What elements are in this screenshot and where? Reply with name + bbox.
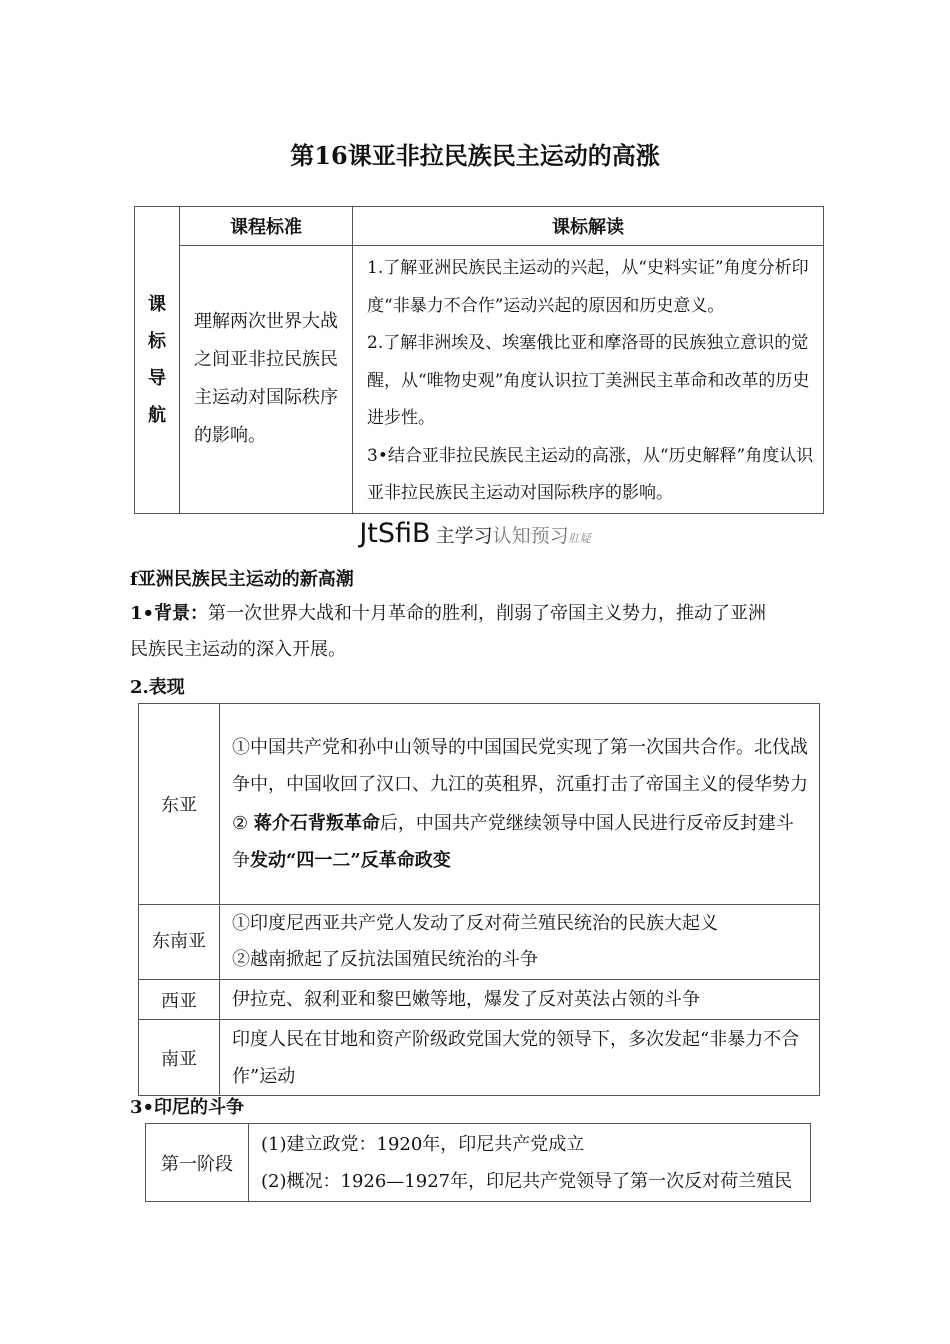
interpretation-cell: [353, 246, 824, 514]
region-name: 西亚: [139, 980, 220, 1020]
background-label: 1•背景：: [130, 603, 209, 624]
item-text: 后，中国共产党继续领导中国人民进行反帝反封建斗争: [232, 813, 794, 871]
region-content: [220, 704, 820, 905]
region-content: [220, 1020, 820, 1096]
region-name: 南亚: [139, 1020, 220, 1096]
region-item: 印度人民在甘地和资产阶级政党国大党的领导下，多次发起“非暴力不合作”运动: [232, 1028, 800, 1087]
item-emphasis-2: 发动“四一二”反革命政变: [250, 850, 451, 871]
stage-content: [249, 1124, 811, 1202]
stage-name: 第一阶段: [146, 1124, 249, 1202]
background-line-2: 民族民主运动的深入开展。: [130, 639, 346, 660]
region-name: 东南亚: [139, 905, 220, 980]
region-item: 伊拉克、叙利亚和黎巴嫩等地，爆发了反对英法占领的斗争: [232, 989, 700, 1010]
curriculum-standard-table: [134, 206, 824, 514]
region-item: ①印度尼西亚共产党人发动了反对荷兰殖民统治的民族大起义: [232, 913, 718, 934]
interpretation-item: 1.了解亚洲民族民主运动的兴起，从“史料实证”角度分析印度“非暴力不合作”运动兴起的原因和历史意义。: [367, 258, 809, 316]
region-item: ①中国共产党和孙中山领导的中国国民党实现了第一次国共合作。北伐战争中，中国收回了汉口、九江的英租界，沉重打击了帝国主义的侵华势力: [232, 737, 808, 795]
page-title: 第16课亚非拉民族民主运动的高涨: [290, 141, 660, 170]
indonesia-table: [145, 1123, 811, 1202]
region-item: ②越南掀起了反抗法国殖民统治的斗争: [232, 949, 538, 970]
background-line: [130, 596, 766, 632]
header-interpretation: 课标解读: [353, 207, 824, 246]
background-text: 第一次世界大战和十月革命的胜利，削弱了帝国主义势力，推动了亚洲: [208, 603, 767, 624]
region-name: 东亚: [139, 704, 220, 905]
performance-label: 2.表现: [130, 677, 185, 698]
regions-table: [138, 703, 820, 1096]
item-emphasis: 蒋介石背叛革命: [253, 813, 380, 834]
stage-item: (1)建立政党：1920年，印尼共产党成立: [261, 1133, 585, 1155]
side-char: 课: [148, 293, 166, 315]
header-standard: 课程标准: [180, 207, 353, 246]
region-item: [232, 805, 811, 879]
banner-part4: 肛疑: [568, 532, 591, 545]
banner-part3: 认知预习: [492, 525, 569, 547]
section-heading-3: 3•印尼的斗争: [130, 1097, 245, 1118]
side-char: 航: [148, 404, 166, 426]
section-banner: [0, 518, 950, 549]
banner-part1: JtSfiB: [359, 518, 431, 549]
standard-text: 理解两次世界大战之间亚非拉民族民主运动对国际秩序的影响。: [180, 246, 353, 514]
section-heading: f亚洲民族民主运动的新高潮: [130, 569, 354, 590]
region-content: [220, 905, 820, 980]
interpretation-item: 3•结合亚非拉民族民主运动的高涨，从“历史解释”角度认识亚非拉民族民主运动对国际秩序的影响。: [367, 445, 814, 503]
item-prefix: ②: [232, 813, 254, 834]
stage-item: (2)概况：1926—1927年，印尼共产党领导了第一次反对荷兰殖民: [261, 1170, 793, 1192]
interpretation-item: 2.了解非洲埃及、埃塞俄比亚和摩洛哥的民族独立意识的觉醒，从“唯物史观”角度认识拉丁美洲民主革命和改革的历史进步性。: [367, 333, 810, 428]
banner-part2: 主学习: [435, 525, 493, 547]
side-char: 标: [148, 330, 166, 352]
side-char: 导: [148, 367, 166, 389]
side-label-cell: [135, 207, 180, 514]
region-content: [220, 980, 820, 1020]
